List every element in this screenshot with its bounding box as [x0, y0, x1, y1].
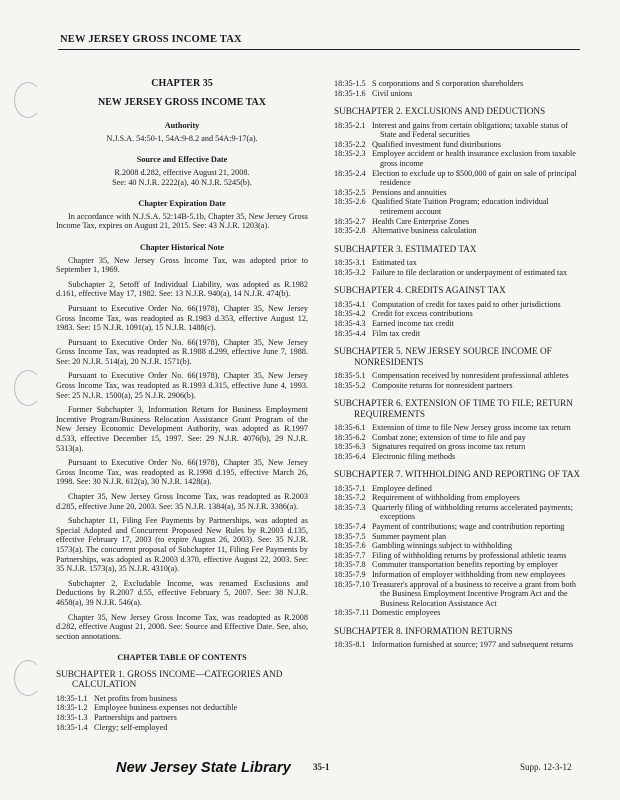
- toc-entry[interactable]: [334, 309, 584, 319]
- page-footer: [0, 759, 620, 783]
- section-title: Compensation received by nonresident professional athletes: [372, 370, 569, 380]
- section-title: Filing of withholding returns by professional athletic teams: [372, 550, 567, 560]
- source-block: [56, 155, 308, 187]
- chapter-title: NEW JERSEY GROSS INCOME TAX: [98, 96, 266, 108]
- section-title: Treasurer's approval of a business to receive a grant from both the Business Employment Incentive Program Act and the Business Relocation Assistance Act: [372, 579, 576, 608]
- section-title: Credit for excess contributions: [372, 309, 473, 319]
- toc-entry[interactable]: [334, 551, 584, 561]
- toc-entry[interactable]: [334, 452, 584, 462]
- toc-entry[interactable]: [334, 371, 584, 381]
- section-number: 18:35-6.4: [334, 451, 366, 461]
- section-number: 18:35-5.2: [334, 380, 366, 390]
- toc-entry[interactable]: [334, 329, 584, 339]
- subchapter-heading: SUBCHAPTER 4. CREDITS AGAINST TAX: [334, 285, 506, 296]
- section-number: 18:35-2.5: [334, 187, 366, 197]
- section-title: Composite returns for nonresident partners: [372, 380, 513, 390]
- section-number: 18:35-1.4: [56, 722, 88, 732]
- section-title: Employee accident or health insurance exclusion from taxable gross income: [372, 149, 576, 168]
- section-number: 18:35-1.1: [56, 693, 88, 703]
- expiration-block: [56, 199, 308, 231]
- section-number: 18:35-7.6: [334, 541, 366, 551]
- toc-entry[interactable]: [334, 300, 584, 310]
- section-number: 18:35-7.3: [334, 502, 366, 512]
- section-number: 18:35-1.2: [56, 703, 88, 713]
- toc-left: [56, 669, 308, 732]
- historical-note: [56, 243, 308, 641]
- toc-entry[interactable]: [334, 640, 584, 650]
- section-number: 18:35-4.4: [334, 328, 366, 338]
- section-title: Requirement of withholding from employees: [372, 493, 520, 503]
- section-number: 18:35-3.1: [334, 258, 366, 268]
- toc-entry[interactable]: [334, 319, 584, 329]
- section-number: 18:35-5.1: [334, 370, 366, 380]
- toc-entry[interactable]: [334, 149, 584, 168]
- toc-entry[interactable]: [334, 608, 584, 618]
- section-title: Payment of contributions; wage and contribution reporting: [372, 522, 565, 532]
- section-title: Earned income tax credit: [372, 318, 455, 328]
- toc-continued: [334, 79, 584, 98]
- running-head: NEW JERSEY GROSS INCOME TAX: [60, 34, 242, 45]
- section-number: 18:35-7.9: [334, 570, 366, 580]
- section-number: 18:35-7.5: [334, 531, 366, 541]
- section-title: Commuter transportation benefits reporting by employer: [372, 560, 558, 570]
- section-title: Partnerships and partners: [94, 712, 177, 722]
- toc-entry[interactable]: [334, 442, 584, 452]
- section-number: 18:35-7.1: [334, 483, 366, 493]
- punch-hole: [14, 82, 42, 118]
- library-watermark: New Jersey State Library: [116, 760, 291, 776]
- toc-entry[interactable]: [334, 188, 584, 198]
- subchapter-heading: SUBCHAPTER 2. EXCLUSIONS AND DEDUCTIONS: [334, 106, 546, 117]
- toc-entry[interactable]: [334, 532, 584, 542]
- subchapter-heading: SUBCHAPTER 5. NEW JERSEY SOURCE INCOME OF NONRESIDENTS: [334, 346, 552, 367]
- historical-paragraph: Subchapter 2, Setoff of Individual Liability, was adopted as R.1982 d.161, effective May 17, 1982. See: 13 N.J.R. 940(a), 14 N.J.R. 474(b).: [56, 279, 308, 299]
- section-title: Alternative business calculation: [372, 226, 477, 236]
- authority-text: N.J.S.A. 54:50-1, 54A:9-8.2 and 54A:9-17(a).: [106, 133, 258, 143]
- section-title: Film tax credit: [372, 328, 421, 338]
- section-number: 18:35-7.10: [334, 579, 370, 589]
- historical-paragraph: Pursuant to Executive Order No. 66(1978), Chapter 35, New Jersey Gross Income Tax, was readopted as R.1993 d.315, effective June 4, 1993. See: 25 N.J.R. 1500(a), 25 N.J.R. 2906(b).: [56, 371, 308, 400]
- toc-entry[interactable]: [334, 258, 584, 268]
- historical-paragraph: Pursuant to Executive Order No. 66(1978), Chapter 35, New Jersey Gross Income Tax, was readopted as R.1998 d.195, effective March 26, 1998. See: 30 N.J.R. 612(a), 30 N.J.R. 1428(a).: [56, 458, 308, 487]
- section-number: 18:35-3.2: [334, 267, 366, 277]
- toc-entry[interactable]: [334, 560, 584, 570]
- section-title: Clergy; self-employed: [94, 722, 168, 732]
- toc-entry[interactable]: [334, 268, 584, 278]
- section-title: Health Care Enterprise Zones: [372, 216, 470, 226]
- section-title: Quarterly filing of withholding returns accelerated payments; exceptions: [372, 502, 573, 522]
- section-title: Extension of time to file New Jersey gross income tax return: [372, 422, 571, 432]
- toc-entry[interactable]: [334, 541, 584, 551]
- section-title: Combat zone; extension of time to file and pay: [372, 432, 526, 442]
- authority-heading: Authority: [164, 121, 200, 131]
- section-title: S corporations and S corporation shareholders: [372, 79, 524, 88]
- section-title: Information of employer withholding from new employees: [372, 570, 566, 580]
- toc-entry[interactable]: [334, 217, 584, 227]
- toc-entry[interactable]: [334, 570, 584, 580]
- section-title: Election to exclude up to $500,000 of gain on sale of principal residence: [372, 168, 577, 188]
- section-number: 18:35-8.1: [334, 640, 366, 650]
- section-number: 18:35-4.1: [334, 299, 366, 309]
- historical-paragraph: Chapter 35, New Jersey Gross Income Tax, was readopted as R.2008 d.282, effective August 21, 2008. See: Source and Effective Date. See, also, section annotations.: [56, 612, 308, 641]
- historical-paragraph: Chapter 35, New Jersey Gross Income Tax, was readopted as R.2003 d.285, effective June 20, 2003. See: 35 N.J.R. 1384(a), 35 N.J.R. 3386(a).: [56, 492, 308, 511]
- subchapter-heading: SUBCHAPTER 1. GROSS INCOME—CATEGORIES AND CALCULATION: [56, 668, 283, 690]
- section-title: Pensions and annuities: [372, 187, 447, 197]
- section-title: Information furnished at source; 1977 and subsequent returns: [372, 640, 574, 650]
- page-number: 35-1: [313, 762, 330, 772]
- section-title: Gambling winnings subject to withholding: [372, 541, 513, 551]
- toc-entry[interactable]: [334, 140, 584, 150]
- toc-entry[interactable]: [56, 713, 308, 723]
- toc-entry[interactable]: [334, 121, 584, 140]
- toc-entry[interactable]: [334, 522, 584, 532]
- section-title: Computation of credit for taxes paid to other jurisdictions: [372, 299, 561, 309]
- section-title: Failure to file declaration or underpayment of estimated tax: [372, 267, 568, 277]
- section-number: 18:35-7.4: [334, 522, 366, 532]
- toc-entry[interactable]: [334, 169, 584, 188]
- toc-heading: CHAPTER TABLE OF CONTENTS: [117, 653, 247, 663]
- section-number: 18:35-7.7: [334, 550, 366, 560]
- section-number: 18:35-2.1: [334, 120, 366, 130]
- authority-block: [56, 121, 308, 143]
- section-title: Interest and gains from certain obligations; taxable status of State and Federal securities: [372, 120, 568, 140]
- section-number: 18:35-2.4: [334, 168, 366, 178]
- section-number: 18:35-1.3: [56, 712, 88, 722]
- section-number: 18:35-1.5: [334, 79, 366, 88]
- historical-paragraph: Pursuant to Executive Order No. 66(1978), Chapter 35, New Jersey Gross Income Tax, was readopted as R.1988 d.299, effective June 7, 1988. See: 20 N.J.R. 514(a), 20 N.J.R. 1571(b).: [56, 337, 308, 366]
- punch-hole: [14, 660, 42, 696]
- historical-paragraph: Former Subchapter 3, Information Return for Business Employment Incentive Program/Business Relocation Assistance Grant Program of the New Jersey Economic Development Authority, was adopted as R.1997 d.533, effective December 15, 1997. See: 29 N.J.R. 4076(b), 29 N.J.R. 5313(a).: [56, 405, 308, 453]
- toc-entry[interactable]: [334, 423, 584, 433]
- section-number: 18:35-2.3: [334, 149, 366, 159]
- source-line: R.2008 d.282, effective August 21, 2008.: [114, 167, 250, 177]
- section-title: Estimated tax: [372, 258, 417, 268]
- section-title: Signatures required on gross income tax return: [372, 442, 526, 452]
- historical-heading: Chapter Historical Note: [140, 242, 224, 252]
- right-column: [334, 79, 584, 658]
- chapter-number: CHAPTER 35: [151, 78, 213, 89]
- section-number: 18:35-2.7: [334, 216, 366, 226]
- toc-entry[interactable]: [334, 197, 584, 216]
- toc-entry[interactable]: [56, 694, 308, 704]
- toc-entry[interactable]: [334, 484, 584, 494]
- section-number: 18:35-7.2: [334, 493, 366, 503]
- section-title: Civil unions: [372, 88, 413, 98]
- toc-entry[interactable]: [334, 79, 584, 89]
- section-number: 18:35-2.8: [334, 226, 366, 236]
- section-title: Electronic filing methods: [372, 451, 456, 461]
- left-column: [56, 79, 308, 740]
- subchapter-heading: SUBCHAPTER 6. EXTENSION OF TIME TO FILE; RETURN REQUIREMENTS: [334, 398, 573, 419]
- supplement-date: Supp. 12-3-12: [520, 762, 572, 772]
- section-number: 18:35-1.6: [334, 88, 366, 98]
- historical-paragraph: Pursuant to Executive Order No. 66(1978), Chapter 35, New Jersey Gross Income Tax, was readopted as R.1983 d.353, effective August 12, 1983. See: 15 N.J.R. 1091(a), 15 N.J.R. 1488(c).: [56, 303, 308, 333]
- toc-entry[interactable]: [334, 580, 584, 609]
- section-title: Summer payment plan: [372, 531, 447, 541]
- toc-entry[interactable]: [334, 89, 584, 99]
- section-number: 18:35-6.3: [334, 442, 366, 452]
- section-number: 18:35-6.2: [334, 432, 366, 442]
- section-number: 18:35-4.3: [334, 318, 366, 328]
- section-title: Domestic employees: [372, 608, 441, 618]
- historical-paragraph: Subchapter 11, Filing Fee Payments by Partnerships, was adopted as Special Adopted and Concurrent Proposed New Rules by R.2003 d.135, effective February 17, 2003 (to expire August 26, 2003). See: 35 N.J.R. 1573(a). The concurrent proposal of Subchapter 11, Filing Fee Payments by Partnerships, was adopted as R.2003 d.370, effective August 22, 2003. See: 35 N.J.R. 1573(a), 35 N.J.R. 4310(a).: [56, 516, 308, 574]
- section-number: 18:35-7.11: [334, 608, 370, 618]
- section-title: Employee defined: [372, 483, 432, 493]
- source-line: See: 40 N.J.R. 2222(a), 40 N.J.R. 5245(b).: [112, 177, 252, 187]
- section-title: Employee business expenses not deductible: [94, 703, 238, 713]
- source-heading: Source and Effective Date: [136, 155, 228, 165]
- expiration-heading: Chapter Expiration Date: [138, 199, 226, 209]
- subchapter-heading: SUBCHAPTER 8. INFORMATION RETURNS: [334, 626, 513, 636]
- section-number: 18:35-2.6: [334, 197, 366, 207]
- section-title: Qualified State Tuition Program; education individual retirement account: [372, 197, 549, 216]
- historical-paragraph: Subchapter 2, Excludable Income, was renamed Exclusions and Deductions by R.2007 d.55, effective February 5, 2007. See: 38 N.J.R. 4658(a), 39 N.J.R. 546(a).: [56, 578, 308, 607]
- punch-hole: [14, 370, 42, 406]
- section-number: 18:35-2.2: [334, 139, 366, 149]
- section-number: 18:35-6.1: [334, 422, 366, 432]
- section-title: Qualified investment fund distributions: [372, 139, 501, 149]
- toc-entry[interactable]: [56, 723, 308, 733]
- toc-entry[interactable]: [56, 703, 308, 713]
- section-number: 18:35-7.8: [334, 560, 366, 570]
- toc-entry[interactable]: [334, 381, 584, 391]
- subchapter-heading: SUBCHAPTER 7. WITHHOLDING AND REPORTING OF TAX: [334, 469, 581, 480]
- toc-entry[interactable]: [334, 493, 584, 503]
- expiration-text: In accordance with N.J.S.A. 52:14B-5.1b, Chapter 35, New Jersey Gross Income Tax, expires on August 21, 2015. See: 43 N.J.R. 1203(a).: [56, 211, 308, 231]
- toc-entry[interactable]: [334, 226, 584, 236]
- subchapter-heading: SUBCHAPTER 3. ESTIMATED TAX: [334, 243, 477, 254]
- section-title: Net profits from business: [94, 693, 178, 703]
- toc-entry[interactable]: [334, 503, 584, 522]
- section-number: 18:35-4.2: [334, 309, 366, 319]
- toc-entry[interactable]: [334, 433, 584, 443]
- historical-paragraph: Chapter 35, New Jersey Gross Income Tax, was adopted prior to September 1, 1969.: [56, 255, 308, 275]
- header-rule: [58, 49, 580, 50]
